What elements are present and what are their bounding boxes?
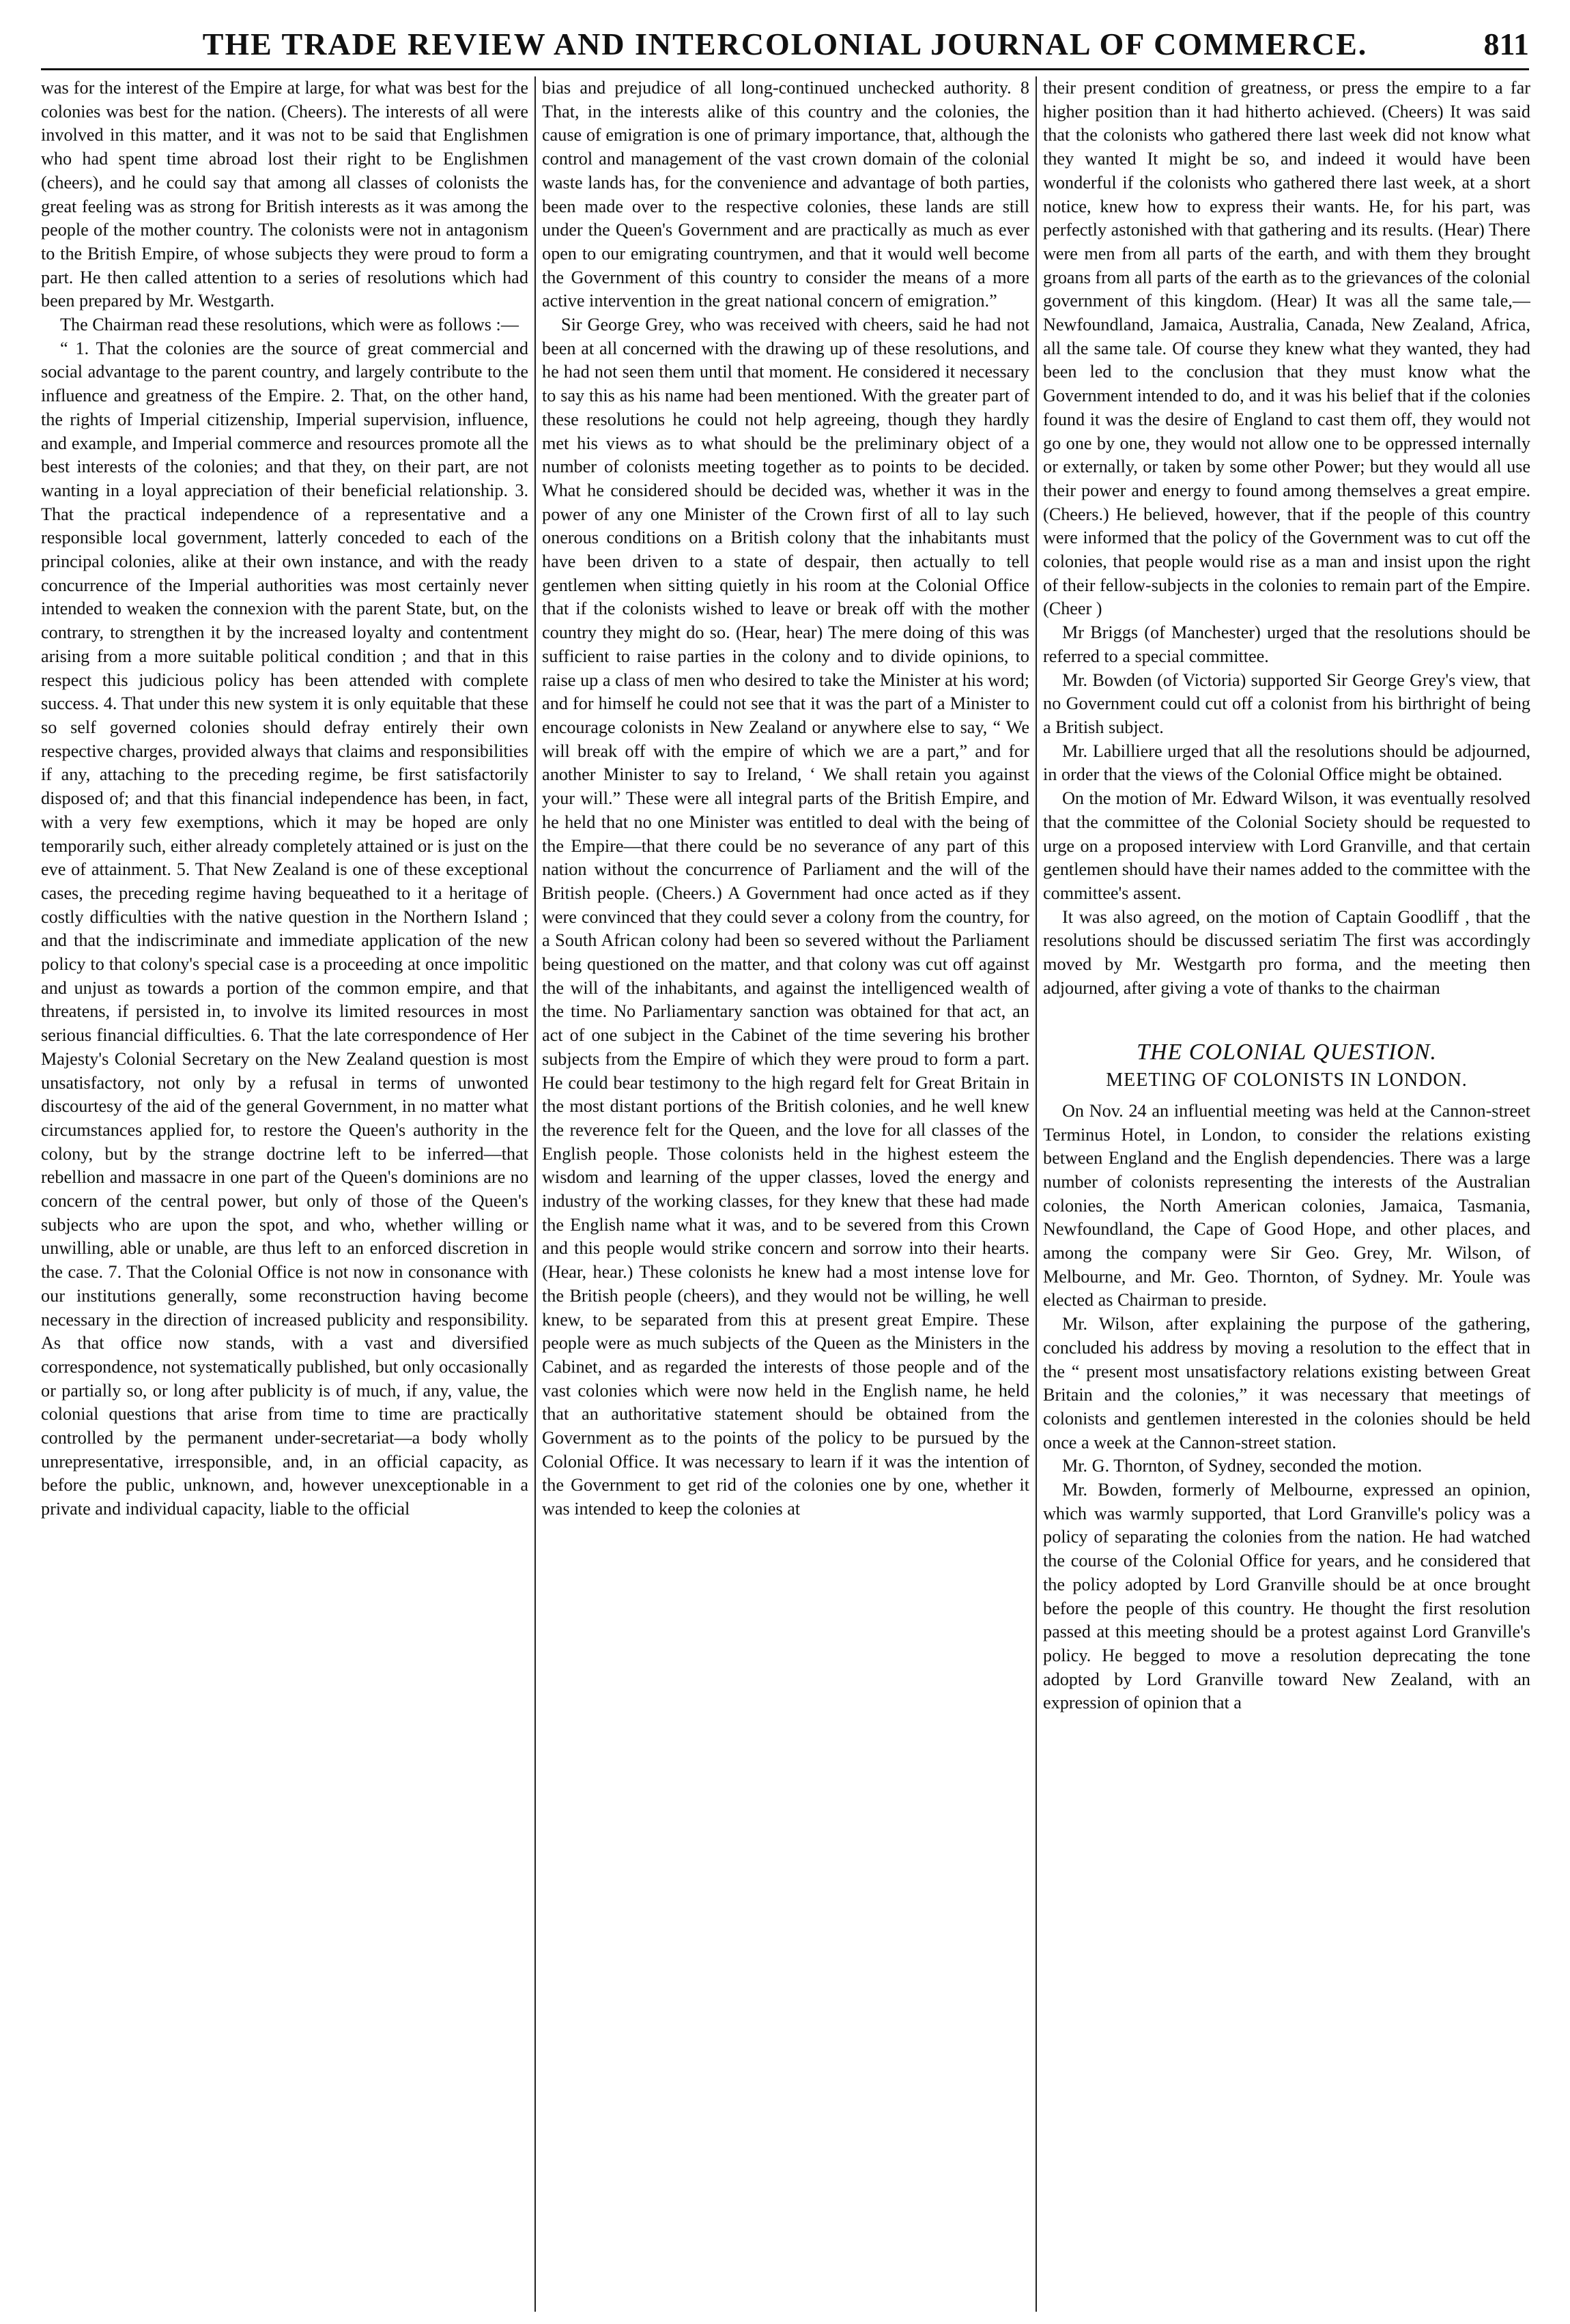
section-subtitle: MEETING OF COLONISTS IN LONDON. [1106, 1070, 1468, 1091]
page-number: 811 [1483, 27, 1529, 61]
column-2 [542, 76, 1029, 2312]
article-paragraph: It was also agreed, on the motion of Captain Goodliff , that the resolutions should be discussed seriatim The first was accordingly moved by Mr. Westgarth pro forma, and the meeting then adjourned, after giving a vote of thanks to the chairman [1043, 906, 1530, 998]
article-paragraph: their present condition of greatness, or press the empire to a far higher position than it had hitherto achieved. (Cheers) It was said that the colonists who gathered there last week did not know what they wanted It might be so, and indeed it would have been wonderful if the colonists who gathered there last week, at a short notice, knew how to express their wants. He, for his part, was perfectly astonished with that gathering and its results. (Hear) There were men from all parts of the earth, and with them they brought groans from all parts of the earth as to the grievances of the colonial government of this kingdom. (Hear) It was all the same tale,—Newfoundland, Jamaica, Australia, Canada, New Zealand, Africa, all the same tale. Of course they knew what they wanted, they had been led to the conclusion that they must know what the Government intended to do, and it was his belief that if the colonies found it was the desire of England to cast them off, they would not go one by one, they would not allow one to be oppressed internally or externally, or taken by some other Power; but they would all use their power and energy to found among themselves a great empire. (Cheers.) He believed, however, that if the people of this country were informed that the policy of the Government was to cut off the colonies, that people would rise as a man and insist upon the right of their fellow-subjects in the colonies to remain part of the Empire. (Cheer ) [1043, 78, 1530, 619]
article-paragraph: Mr. Labilliere urged that all the resolutions should be adjourned, in order that the views of the Colonial Office might be obtained. [1043, 741, 1530, 785]
article-paragraph: Mr. Wilson, after explaining the purpose of the gathering, concluded his address by moving a resolution to the effect that in the “ present most unsatisfactory relations existing between Great Britain and the colonies,” it was necessary that meetings of colonists and gentlemen interested in the colonies should be held once a week at the Cannon-street station. [1043, 1314, 1530, 1452]
article-paragraph: was for the interest of the Empire at large, for what was best for the colonies was best for the nation. (Cheers). The interests of all were involved in this matter, and it was not to be said that Englishmen who had spent time abroad lost their right to be Englishmen (cheers), and he could say that among all classes of colonists the great feeling was as strong for British interests as it was among the people of the mother country. The colonists were not in antagonism to the British Empire, of whose subjects they were proud to form a part. He then called attention to a series of resolutions which had been prepared by Mr. Westgarth. [41, 78, 528, 311]
article-paragraph: “ 1. That the colonies are the source of great commercial and social advantage to the parent country, and largely contribute to the influence and greatness of the Empire. 2. That, on the other hand, the rights of Imperial citizenship, Imperial supervision, influence, and example, and Imperial commerce and resources promote all the best interests of the colonies; and that they, on their part, are not wanting in a loyal appreciation of their beneficial relationship. 3. That the practical independence of a representative and a responsible local government, latterly conceded to each of the principal colonies, alike at their own instance, and with the ready concurrence of the Imperial authorities was most certainly never intended to weaken the connexion with the parent State, but, on the contrary, to strengthen it by the increased loyalty and contentment arising from a more suitable political condition ; and that in this respect this judicious policy has been attended with complete success. 4. That under this new system it is only equitable that these so self governed colonies should defray entirely their own respective charges, provided always that claims and responsibilities if any, attaching to the preceding regime, be first satisfactorily disposed of; and that this financial independence has been, in fact, with a very few exemptions, which it may be hoped are only temporarily such, either already completely attained or is just on the eve of attainment. 5. That New Zealand is one of these exceptional cases, the preceding regime having bequeathed to it a heritage of costly difficulties with the native question in the Northern Island ; and that the indiscriminate and immediate application of the new policy to that colony's special case is a proceeding at once impolitic and unjust as towards a portion of the common empire, and that threatens, if persisted in, to involve its limited resources in most serious financial difficulties. 6. That the late correspondence of Her Majesty's Colonial Secretary on the New Zealand question is most unsatisfactory, not only by a refusal in terms of unwonted discourtesy of the aid of the general Government, in no matter what circumstances applied for, to restore the Queen's authority in the colony, but by the strange doctrine left to be inferred—that rebellion and massacre in one part of the Queen's dominions are no concern of the central power, but only of those of the Queen's subjects who are upon the spot, and who, whether willing or unwilling, able or unable, are thus left to an enforced discretion in the case. 7. That the Colonial Office is not now in consonance with our institutions generally, some reconstruction having become necessary in the direction of increased publicity and responsibility. As that office now stands, with a vast and diversified correspondence, not systematically published, but only occasionally or partially so, or long after publicity is of much, if any, value, the colonial questions that arise from time to time are practically controlled by the permanent under-secretariat—a body wholly unrepresentative, irresponsible, and, in an official capacity, as before the public, unknown, and, however unexceptionable in a private and individual capacity, liable to the official [41, 338, 528, 1519]
article-paragraph: On Nov. 24 an influential meeting was held at the Cannon-street Terminus Hotel, in London, to consider the relations existing between England and the English dependencies. There was a large number of colonists representing the interests of the Australian colonies, the North American colonies, Jamaica, Tasmania, Newfoundland, the Cape of Good Hope, and other places, and among the company were Sir Geo. Grey, Mr. Wilson, of Melbourne, and Mr. Geo. Thornton, of Sydney. Mr. Youle was elected as Chairman to preside. [1043, 1100, 1530, 1310]
article-paragraph: Mr. Bowden, formerly of Melbourne, expressed an opinion, which was warmly supported, that Lord Granville's policy was a policy of separating the colonies from the nation. He had watched the course of the Colonial Office for years, and he considered that the policy adopted by Lord Granville should be at once brought before the people of this country. He thought the first resolution passed at this meeting should be a protest against Lord Granville's policy. He begged to move a resolution deprecating the tone adopted by Lord Granville toward New Zealand, with an expression of opinion that a [1043, 1480, 1530, 1713]
page-header [41, 20, 1529, 70]
column-rule-2 [1036, 76, 1037, 2312]
column-rule-1 [534, 76, 536, 2312]
article-paragraph: The Chairman read these resolutions, which were as follows :— [60, 315, 519, 335]
article-paragraph: On the motion of Mr. Edward Wilson, it was eventually resolved that the committee of the Colonial Society should be requested to urge on a proposed interview with Lord Granville, and that certain gentlemen should have their names added to the committee with the committee's assent. [1043, 788, 1530, 903]
article-paragraph: Mr. G. Thornton, of Sydney, seconded the motion. [1062, 1456, 1423, 1476]
article-paragraph: Mr Briggs (of Manchester) urged that the resolutions should be referred to a special committee. [1043, 622, 1530, 666]
column-1 [41, 76, 528, 2312]
column-3 [1043, 76, 1530, 2312]
article-paragraph: bias and prejudice of all long-continued unchecked authority. 8 That, in the interests alike of this country and the colonies, the cause of emigration is one of primary importance, that, although the control and management of the vast crown domain of the colonial waste lands has, for the convenience and advantage of both parties, been made over to the respective colonies, these lands are still under the Queen's Government and are practically as much as ever open to our emigrating countrymen, and that it would well become the Government of this country to consider the means of a more active intervention in the great national concern of emigration.” [542, 78, 1029, 311]
article-paragraph: Mr. Bowden (of Victoria) supported Sir George Grey's view, that no Government could cut off a colonist from his birthright of being a British subject. [1043, 670, 1530, 737]
journal-title: THE TRADE REVIEW AND INTERCOLONIAL JOURNAL OF COMMERCE. [202, 27, 1368, 61]
article-paragraph: Sir George Grey, who was received with cheers, said he had not been at all concerned with the drawing up of these resolutions, and he had not seen them until that moment. He considered it necessary to say this as his name had been mentioned. With the greater part of these resolutions he could not help agreeing, though they hardly met his views as to what should be the preliminary object of a number of colonists meeting together as to points to be decided. What he considered should be decided was, whether it was in the power of any one Minister of the Crown first of all to lay such onerous conditions on a British colony that the inhabitants must have been driven to a state of despair, then actually to tell gentlemen when sitting quietly in his room at the Colonial Office that if the colonists wished to leave or break off with the mother country they might do so. (Hear, hear) The mere doing of this was sufficient to raise parties in the colony and to divide opinions, to raise up a class of men who desired to take the Minister at his word; and for himself he could not see that it was the part of a Minister to encourage colonists in New Zealand or anywhere else to say, “ We will break off with the empire of which we are a part,” and for another Minister to say to Ireland, ‘ We shall retain you against your will.” These were all integral parts of the British Empire, and he held that no one Minister was entitled to deal with the being of the Empire—that there could be no severance of any part of this nation without the concurrence of Parliament and the will of the British people. (Cheers.) A Government had once acted as if they were convinced that they could sever a colony from the country, for a South African colony had been so severed without the Parliament being questioned on the matter, and that colony was cut off against the will of the inhabitants, and against the intelligenced wealth of the time. No Parliamentary sanction was obtained for that act, an act of one subject in the Cabinet of the time severing his brother subjects from the Empire of which they were proud to form a part. He could bear testimony to the high regard felt for Great Britain in the most distant portions of the British colonies, and he well knew the reverence felt for the Queen, and the love for all classes of the English people. Those colonists held in the highest esteem the wisdom and learning of the upper classes, loved the energy and industry of the working classes, for they knew that these had made the English name what it was, and to be severed from this Crown and this people would strike concern and sorrow into their hearts. (Hear, hear.) These colonists he knew had a most intense love for the British people (cheers), and they would not be willing, he well knew, to be separated from this at present great Empire. These people were as much subjects of the Queen as the Ministers in the Cabinet, and as regarded the interests of those people and of the vast colonies which were now held in the English name, he held that an authoritative statement should be obtained from the Government as to the points of the policy to be pursued by the Colonial Office. It was necessary to learn if it was the intention of the Government to get rid of the colonies one by one, whether it was intended to keep the colonies at [542, 315, 1029, 1519]
section-title: THE COLONIAL QUESTION. [1137, 1039, 1437, 1065]
